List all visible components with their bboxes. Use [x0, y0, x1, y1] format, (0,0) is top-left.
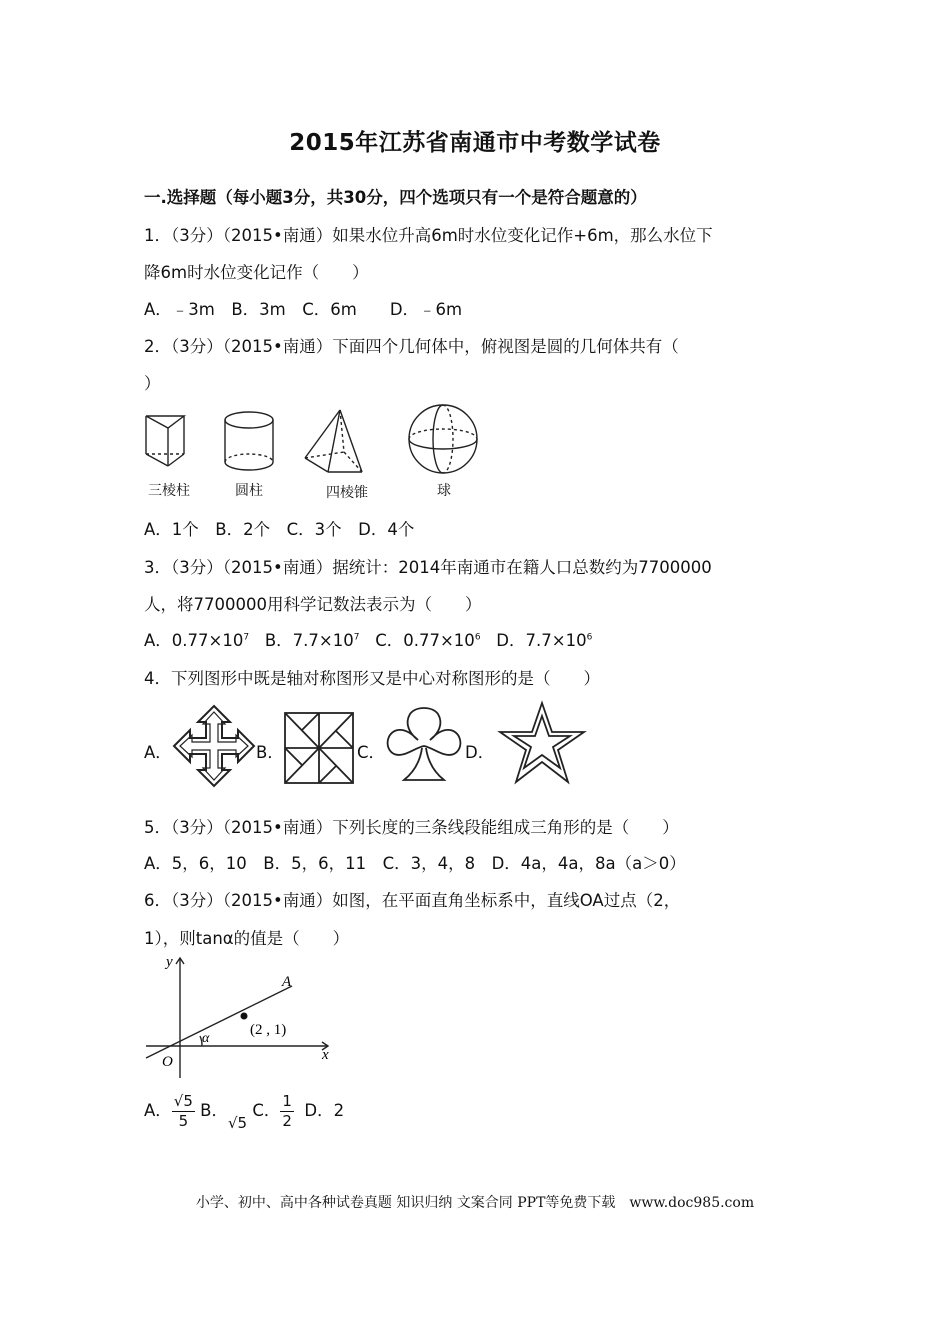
denominator-c: 2	[282, 1112, 292, 1130]
caption-cylinder: 圆柱	[235, 483, 263, 499]
option-b: B．7.7×10	[264, 631, 354, 650]
question-3-options	[144, 627, 592, 651]
numerator-a: √5	[173, 1092, 193, 1110]
caption-square-pyramid: 四棱锥	[326, 485, 368, 501]
page-title: 2015年江苏省南通市中考数学试卷	[289, 130, 661, 156]
option-c-fraction	[280, 1094, 294, 1129]
question-6-line-2: 1），则tanα的值是（ ）	[144, 929, 350, 948]
point-coordinates-label: (2 , 1)	[250, 1022, 287, 1038]
question-1-line-2: 降6m时水位变化记作（ ）	[144, 263, 369, 282]
exponent-b: 7	[353, 632, 360, 643]
question-1-line-1: 1．（3分）（2015•南通）如果水位升高6m时水位变化记作+6m，那么水位下	[144, 226, 713, 245]
page-footer: 小学、初中、高中各种试卷真题 知识归纳 文案合同 PPT等免费下载 www.doc985.com	[195, 1195, 755, 1211]
alpha-label: α	[202, 1031, 210, 1046]
question-3-line-1: 3．（3分）（2015•南通）据统计：2014年南通市在籍人口总数约为7700000	[144, 558, 712, 577]
exponent-d: 6	[586, 632, 593, 643]
question-2-line-2: ）	[144, 374, 161, 393]
question-2-options: A．1个 B．2个 C．3个 D．4个	[144, 520, 415, 539]
exponent-c: 6	[474, 632, 481, 643]
option-a-fraction	[172, 1094, 195, 1129]
question-3-line-2: 人，将7700000用科学记数法表示为（ ）	[144, 595, 482, 614]
coordinate-graph	[140, 950, 340, 1082]
solids-figure	[140, 402, 490, 480]
question-6-line-1: 6．（3分）（2015•南通）如图，在平面直角坐标系中，直线OA过点（2，	[144, 891, 681, 910]
question-1-options: A．﹣3m B．3m C．6m D．﹣6m	[144, 300, 463, 319]
option-b-value: √5	[227, 1114, 248, 1132]
y-axis-label: y	[166, 954, 173, 970]
option-c-label: C．	[252, 1101, 281, 1120]
q4-label-d: D．	[465, 743, 495, 762]
question-2-line-1: 2．（3分）（2015•南通）下面四个几何体中，俯视图是圆的几何体共有（	[144, 337, 679, 356]
cylinder-shape	[225, 412, 273, 470]
option-d: D．7.7×10	[496, 631, 587, 650]
square-pyramid-shape	[305, 410, 362, 472]
x-axis-label: x	[322, 1047, 329, 1063]
option-c: C．0.77×10	[375, 631, 475, 650]
question-4-line-1: 4．下列图形中既是轴对称图形又是中心对称图形的是（ ）	[144, 669, 600, 688]
caption-triangular-prism: 三棱柱	[148, 483, 190, 499]
q4-label-c: C．	[357, 743, 386, 762]
option-b-label: B．	[200, 1101, 228, 1120]
q4-label-b: B．	[256, 743, 284, 762]
option-a-label: A．	[144, 1101, 172, 1120]
triangular-prism-shape	[146, 416, 184, 466]
section-heading: 一.选择题（每小题3分，共30分，四个选项只有一个是符合题意的）	[144, 188, 647, 207]
caption-sphere: 球	[437, 483, 451, 499]
denominator-a: 5	[178, 1112, 189, 1130]
sphere-shape	[409, 405, 477, 473]
point-a-label: A	[282, 974, 292, 990]
pinwheel-figure	[282, 710, 356, 786]
star-figure	[496, 700, 588, 786]
question-5-line-1: 5．（3分）（2015•南通）下列长度的三条线段能组成三角形的是（ ）	[144, 818, 679, 837]
numerator-c: 1	[282, 1092, 292, 1110]
question-6-options	[144, 1094, 344, 1132]
q4-label-a: A．	[144, 743, 172, 762]
exponent-a: 7	[243, 632, 250, 643]
option-d: D．2	[304, 1101, 345, 1120]
origin-label: O	[162, 1054, 173, 1070]
option-a: A．0.77×10	[144, 631, 244, 650]
four-arrows-figure	[172, 704, 256, 788]
question-5-options: A．5，6，10 B．5，6，11 C．3，4，8 D．4a，4a，8a（a＞0）	[144, 854, 686, 873]
club-figure	[384, 704, 464, 784]
